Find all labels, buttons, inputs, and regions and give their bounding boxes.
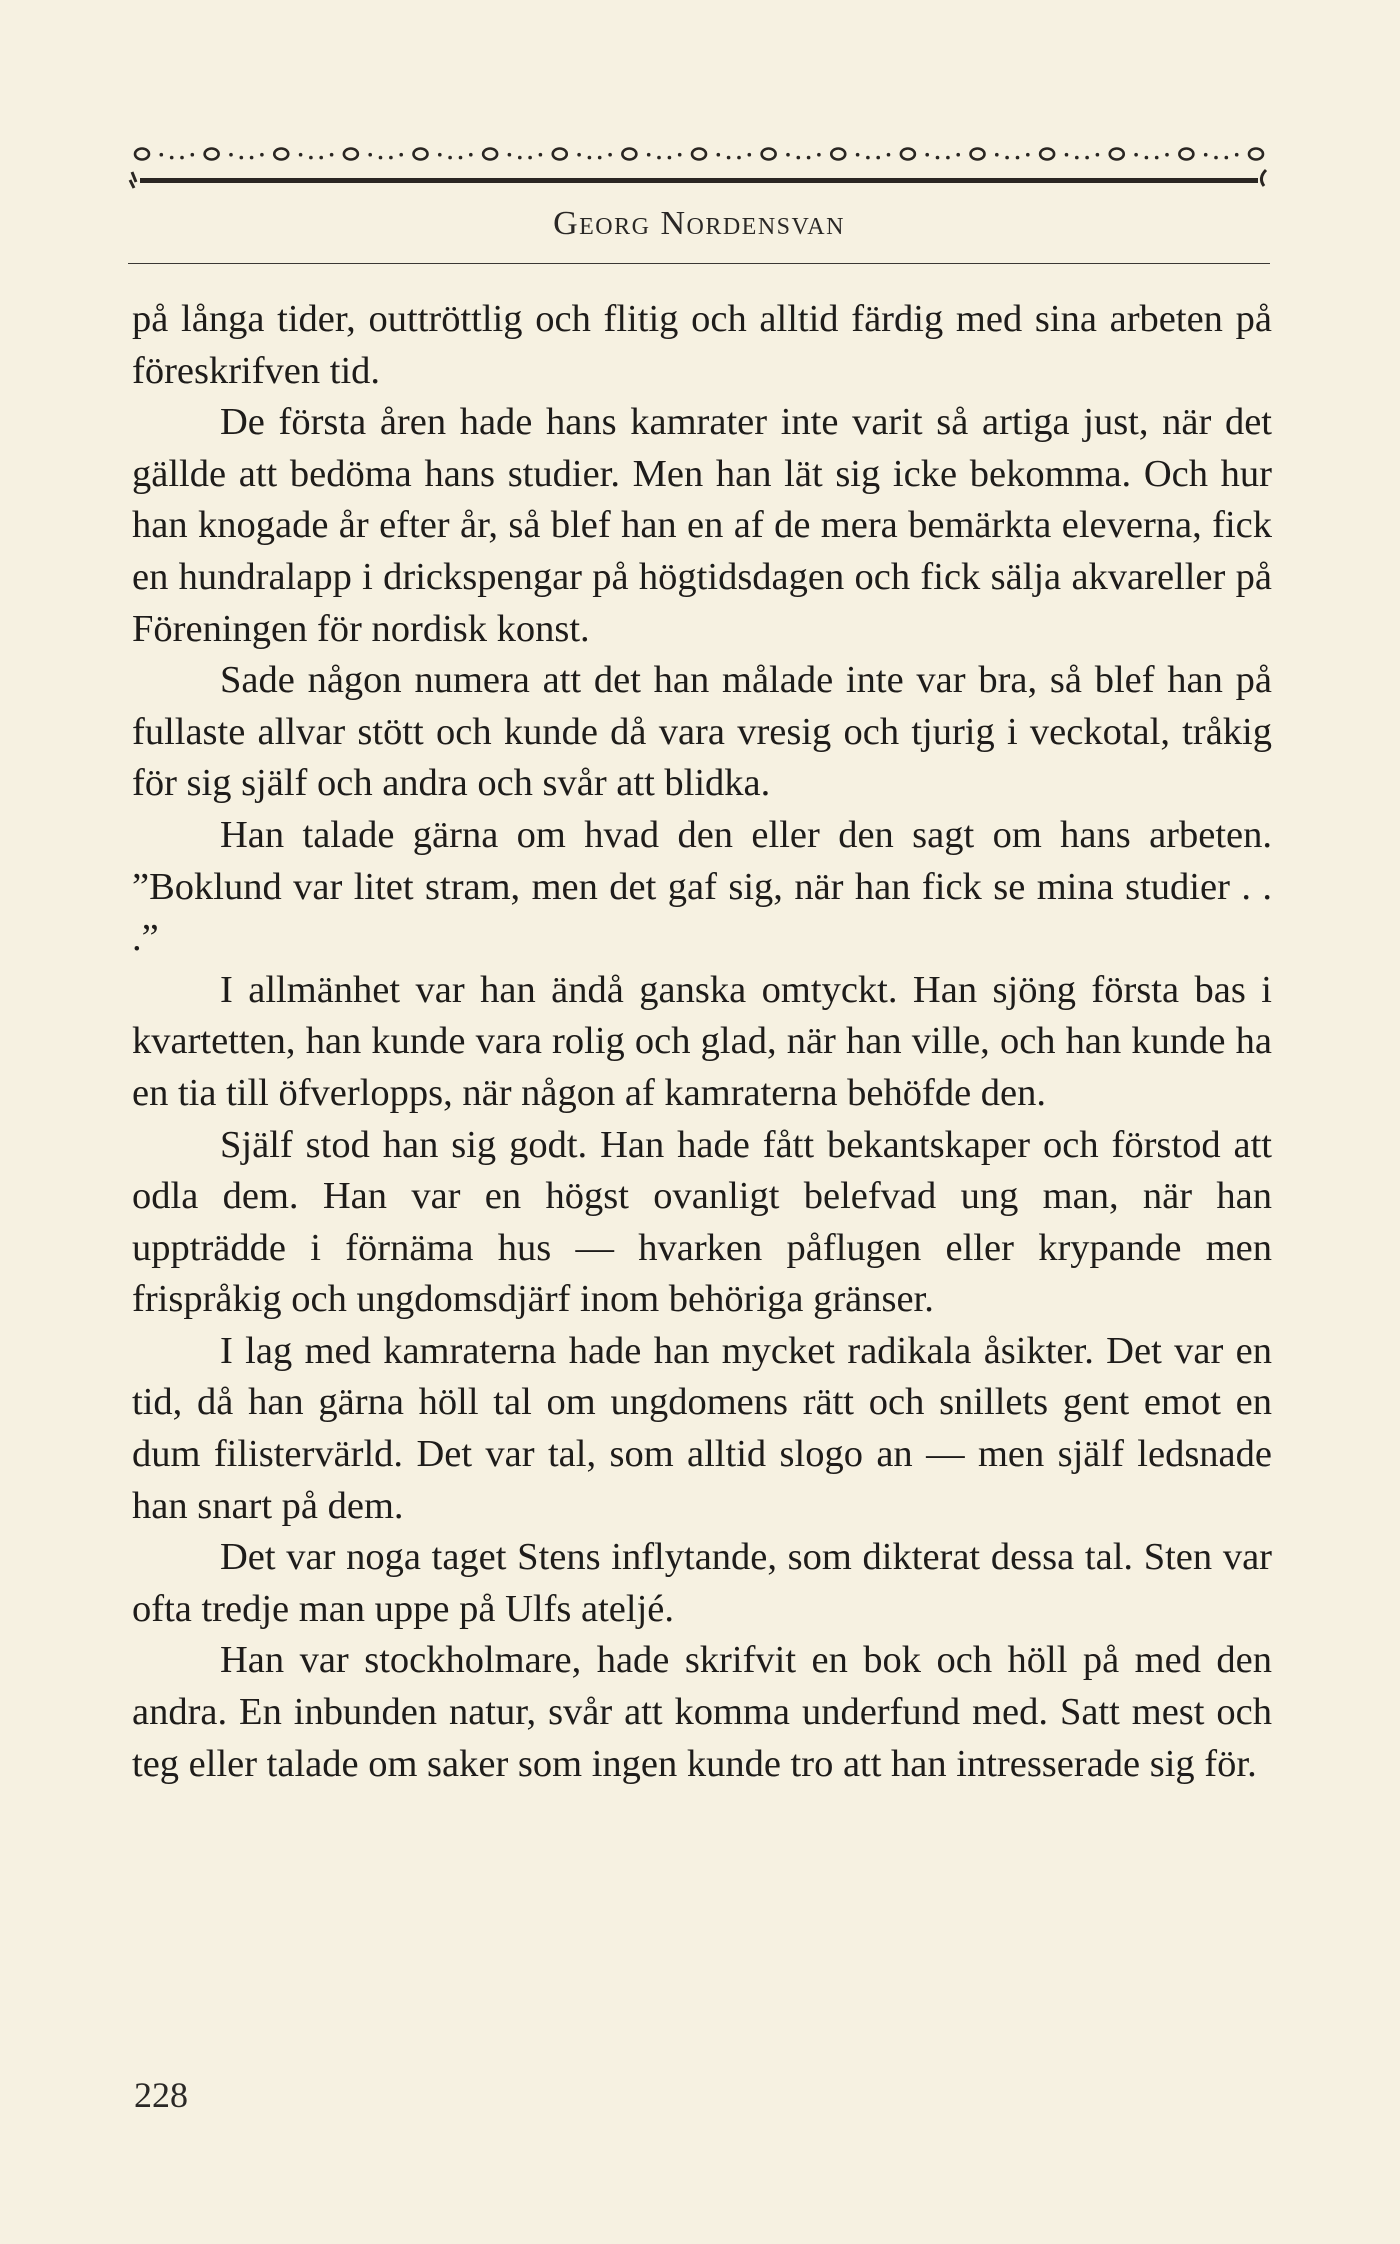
paragraph: I lag med kamraterna hade han mycket radikala åsikter. Det var en tid, då han gärna höll tal om ungdomens rätt och snillets gent emot en dum filistervärld. Det var tal, som alltid slogo an — men själf ledsnade han snart på dem. bbox=[132, 1329, 1272, 1527]
paragraph: I allmänhet var han ändå ganska omtyckt. Han sjöng första bas i kvartetten, han kunde vara rolig och glad, när han ville, och han kunde ha en tia till öfverlopps, när någon af kamraterna behöfde den. bbox=[132, 968, 1272, 1114]
paragraph: Det var noga taget Stens inflytande, som dikterat dessa tal. Sten var ofta tredje man uppe på Ulfs ateljé. bbox=[132, 1536, 1272, 1630]
paragraph: på långa tider, outtröttlig och flitig och alltid färdig med sina arbeten på föreskrifven tid. bbox=[132, 298, 1272, 392]
header-rule bbox=[128, 263, 1270, 264]
ornamental-header-border bbox=[128, 132, 1270, 194]
paragraph: Sade någon numera att det han målade inte var bra, så blef han på fullaste allvar stött och kunde då vara vresig och tjurig i veckotal, tråkig för sig själf och andra och svår att blidka. bbox=[132, 659, 1272, 805]
running-head-text: Georg Nordensvan bbox=[553, 205, 845, 242]
body-text bbox=[132, 294, 1272, 1790]
paragraph: De första åren hade hans kamrater inte varit så artiga just, när det gällde att bedöma hans studier. Men han lät sig icke bekomma. Och hur han knogade år efter år, så blef han en af de mera bemärkta eleverna, fick en hundralapp i drickspengar på högtidsdagen och fick sälja akvareller på Föreningen för nordisk konst. bbox=[132, 401, 1272, 650]
page-number: 228 bbox=[134, 2075, 188, 2115]
paragraph: Han talade gärna om hvad den eller den sagt om hans arbeten. ”Boklund var litet stram, men det gaf sig, när han fick se mina studier . . .” bbox=[132, 813, 1272, 960]
running-head bbox=[128, 205, 1270, 243]
paragraph: Han var stockholmare, hade skrifvit en bok och höll på med den andra. En inbunden natur, svår att komma underfund med. Satt mest och teg eller talade om saker som ingen kunde tro att han intresserade sig för. bbox=[132, 1639, 1272, 1785]
paragraph: Själf stod han sig godt. Han hade fått bekantskaper och förstod att odla dem. Han var en högst ovanligt belefvad ung man, när han uppträdde i förnäma hus — hvarken påflugen eller krypande men frispråkig och ungdomsdjärf inom behöriga gränser. bbox=[132, 1123, 1272, 1321]
